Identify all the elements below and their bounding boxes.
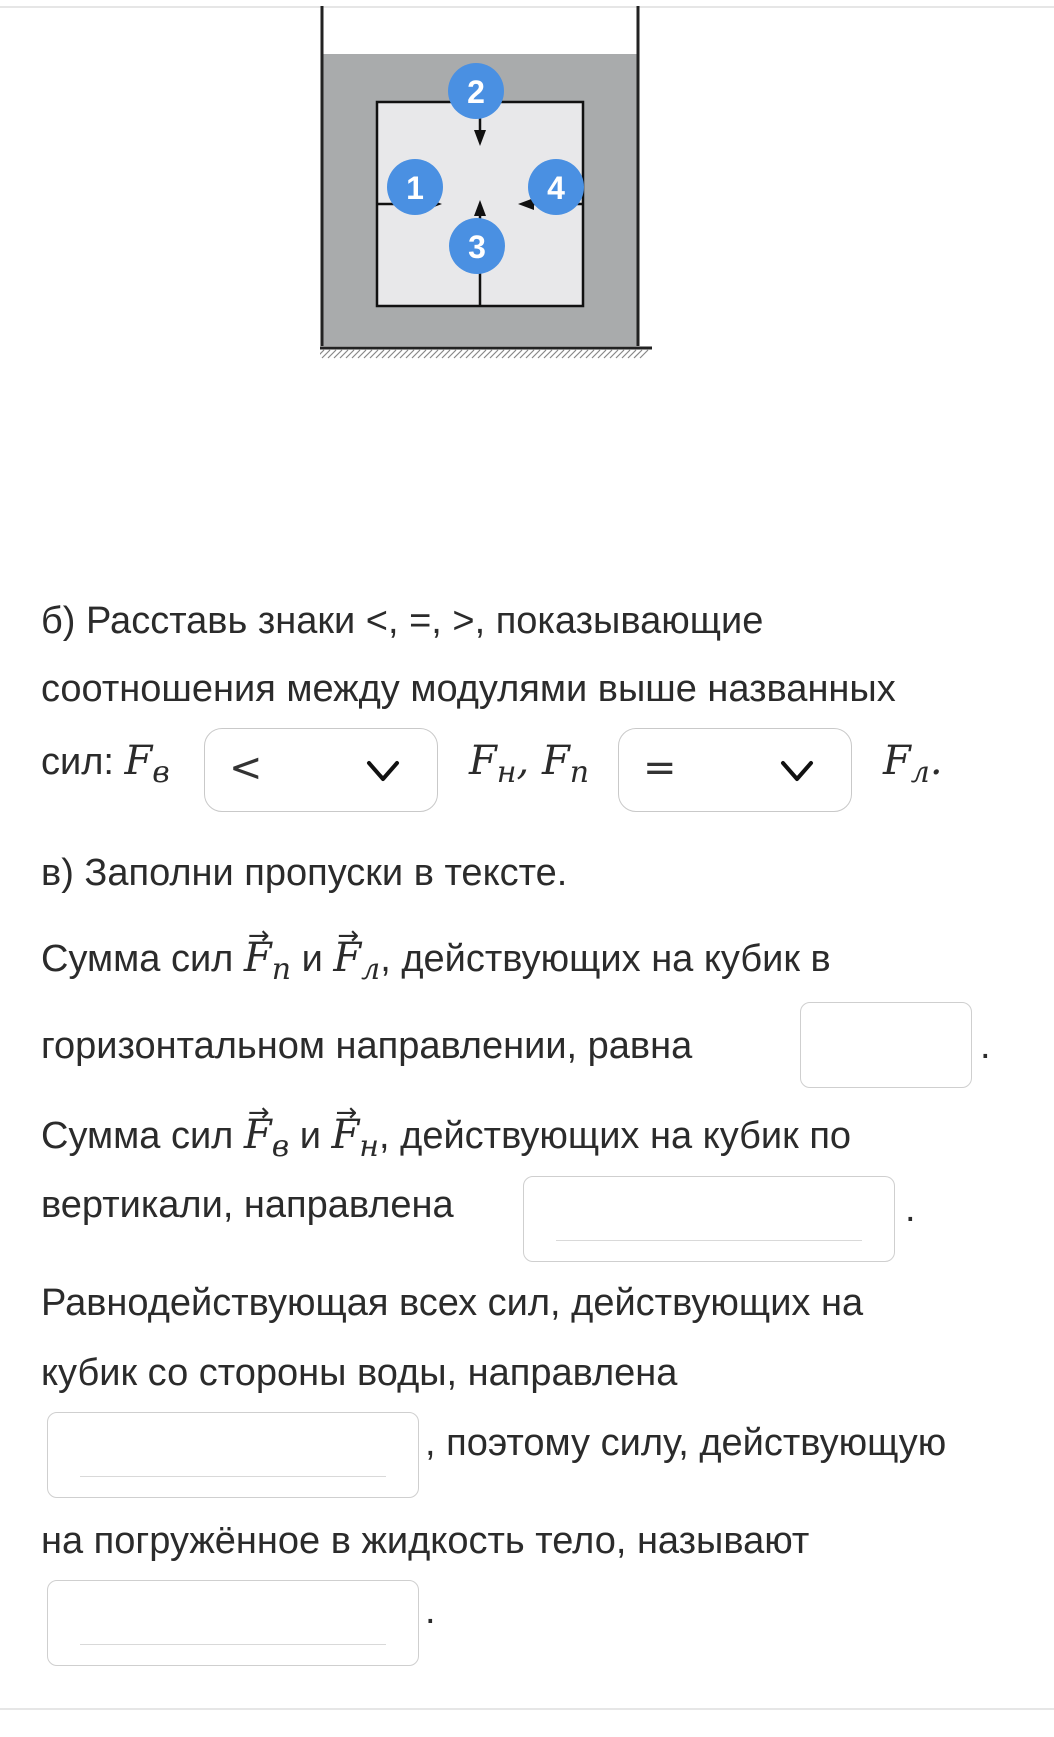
comparison-select-1-value: <	[229, 745, 263, 791]
comparison-select-2-value: =	[643, 745, 677, 791]
force-p-symbol: $F_п$	[541, 738, 590, 790]
sentence-1-line-1: Сумма сил → $F_п$ $и \to F_л$, действующих на кубик в	[41, 935, 831, 985]
answer-field-vertical-direction[interactable]	[523, 1176, 895, 1262]
chevron-down-icon	[365, 753, 401, 789]
svg-text:3: 3	[468, 229, 486, 265]
sentence-2-end-dot: .	[905, 1188, 916, 1230]
sentence-3-line-2: кубик со стороны воды, направлена	[41, 1352, 678, 1394]
svg-text:2: 2	[467, 74, 485, 110]
forces-prefix: сил:	[41, 741, 125, 783]
comparison-select-2[interactable]	[618, 728, 852, 812]
sentence-3-line-3: , поэтому силу, действующую	[425, 1422, 947, 1464]
answer-field-horizontal-sum[interactable]	[800, 1002, 972, 1088]
sentence-2-line-1: Сумма сил → $F_в$ $и \to F_н$, действующих на кубик по	[41, 1112, 851, 1162]
comparison-select-1[interactable]	[204, 728, 438, 812]
chevron-down-icon	[779, 753, 815, 789]
marker-2	[448, 63, 504, 119]
svg-text:4: 4	[547, 170, 565, 206]
marker-4	[528, 159, 584, 215]
part-b-line-1: б) Расставь знаки <, =, >, показывающие	[41, 600, 764, 642]
vector-f-n: → F	[332, 1112, 360, 1158]
force-n-symbol: $F_н$	[469, 738, 517, 790]
part-b-last-force: $F_л$.	[883, 738, 943, 790]
vector-f-p: → F	[244, 935, 272, 981]
sentence-1-line-2: горизонтальном направлении, равна	[41, 1025, 693, 1067]
marker-3	[449, 218, 505, 274]
part-b-middle-forces: $F_н$, $F_п$	[469, 738, 590, 790]
vector-f-l: → F	[333, 935, 361, 981]
svg-text:1: 1	[406, 170, 424, 206]
sentence-3-end-dot: .	[425, 1590, 436, 1632]
marker-1	[387, 159, 443, 215]
force-v-symbol: $F_в$	[124, 738, 170, 790]
part-c-heading: в) Заполни пропуски в тексте.	[41, 852, 568, 894]
force-l-symbol: $F_л$	[883, 738, 930, 790]
answer-field-resultant-direction[interactable]	[47, 1412, 419, 1498]
part-b-line-3	[41, 738, 170, 788]
vector-f-v: → F	[244, 1112, 272, 1158]
bottom-divider	[0, 1708, 1054, 1710]
ground-hatching	[320, 350, 648, 358]
cube-in-water-diagram	[320, 0, 740, 420]
sentence-2-line-2: вертикали, направлена	[41, 1184, 454, 1226]
sentence-3-line-4: на погружённое в жидкость тело, называют	[41, 1520, 810, 1562]
answer-field-force-name[interactable]	[47, 1580, 419, 1666]
sentence-1-end-dot: .	[980, 1025, 991, 1067]
sentence-3-line-1: Равнодействующая всех сил, действующих на	[41, 1282, 864, 1324]
part-b-line-2: соотношения между модулями выше названных	[41, 668, 896, 710]
